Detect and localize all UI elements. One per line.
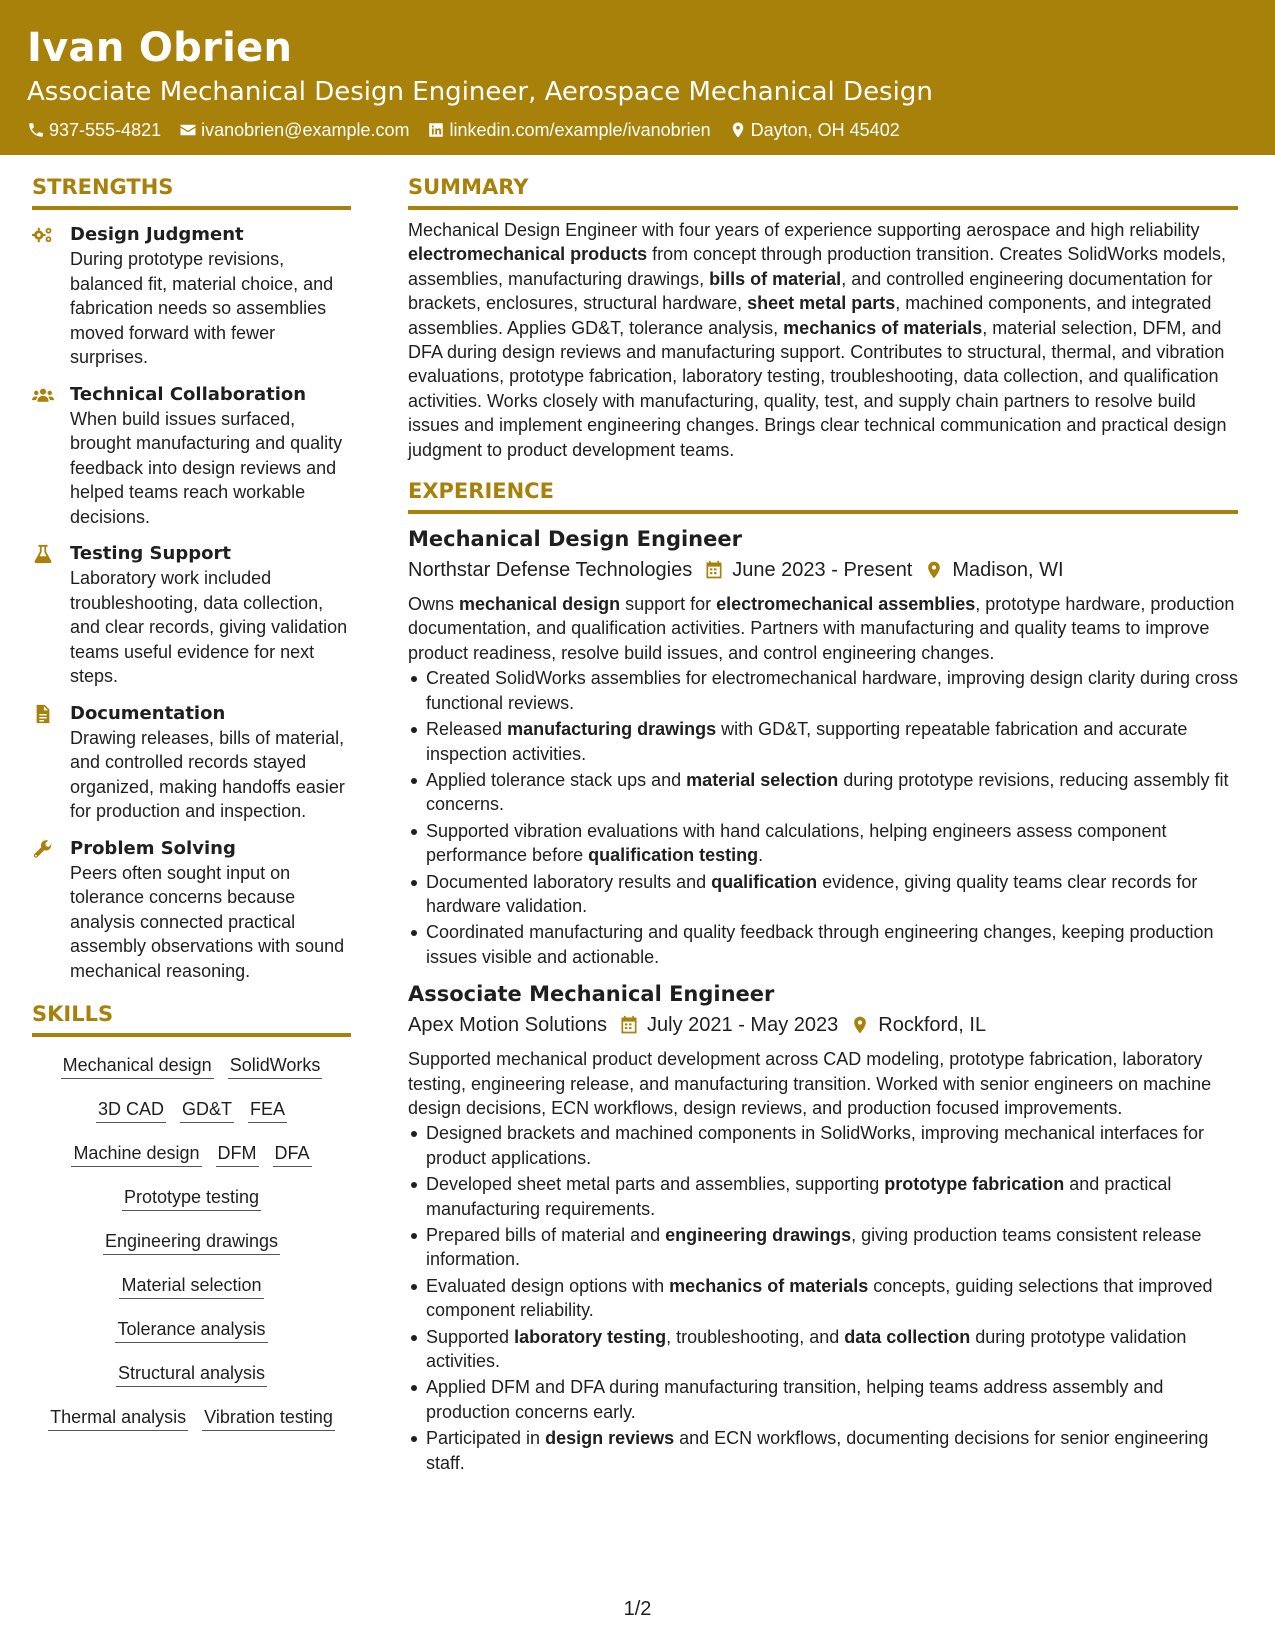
- strength-item: [32, 382, 351, 530]
- skill-tag: Machine design: [71, 1141, 201, 1167]
- strength-item: [32, 701, 351, 824]
- job-title: Associate Mechanical Engineer: [408, 982, 775, 1007]
- skill-tag: Engineering drawings: [103, 1229, 280, 1255]
- bold-keyword: mechanics of materials: [669, 1275, 869, 1296]
- map-pin-icon: [924, 560, 944, 580]
- candidate-name: Ivan Obrien: [27, 25, 293, 71]
- phone-text: 937-555-4821: [49, 120, 162, 140]
- gears-icon: [32, 225, 54, 245]
- bold-keyword: electromechanical products: [408, 244, 648, 265]
- contact-location: [729, 118, 900, 142]
- job-bullets: [408, 1121, 1238, 1475]
- bold-keyword: manufacturing drawings: [507, 719, 717, 740]
- contact-email[interactable]: [179, 118, 409, 142]
- company-name: Northstar Defense Technologies: [408, 559, 693, 582]
- skill-row: [32, 1229, 351, 1255]
- strength-title: Documentation: [70, 702, 226, 724]
- list-item: Developed sheet metal parts and assemblies, supporting prototype fabrication and practical manufacturing requirements.: [408, 1172, 1238, 1221]
- bold-keyword: laboratory testing: [514, 1326, 667, 1347]
- job-dates: July 2021 - May 2023: [647, 1014, 839, 1037]
- linkedin-icon: [427, 121, 445, 139]
- bold-keyword: qualification: [711, 871, 818, 892]
- strength-title: Testing Support: [70, 543, 231, 564]
- bold-keyword: sheet metal parts: [747, 293, 896, 314]
- strength-item: [32, 541, 351, 689]
- skill-tag: DFA: [273, 1141, 312, 1167]
- map-pin-icon: [850, 1015, 870, 1035]
- bold-keyword: design reviews: [545, 1428, 675, 1449]
- location-text: Dayton, OH 45402: [750, 120, 900, 140]
- skill-row: [32, 1273, 351, 1299]
- contact-bar: [27, 118, 1275, 142]
- summary-text: Mechanical Design Engineer with four years of experience supporting aerospace and high reliability electromechanical products from concept through production transition. Creates SolidWorks models, assemblies, manufacturing drawings, bills of material, and controlled engineering documentation for brackets, enclosures, structural hardware, sheet metal parts, machined components, and integrated assemblies. Applies GD&T, tolerance analysis, mechanics of materials, material selection, DFM, and DFA during design reviews and manufacturing support. Contributes to structural, thermal, and vibration evaluations, prototype fabrication, laboratory testing, troubleshooting, data collection, and qualification activities. Works closely with manufacturing, quality, test, and supply chain partners to resolve build issues and implement engineering changes. Brings clear technical communication and practical design judgment to product development teams.: [408, 220, 1227, 460]
- strength-desc: When build issues surfaced, brought manufacturing and quality feedback into design reviews and helped teams reach workable decisions.: [70, 408, 343, 527]
- list-item: Participated in design reviews and ECN workflows, documenting decisions for senior engineering staff.: [408, 1426, 1238, 1475]
- list-item: Released manufacturing drawings with GD&T, supporting repeatable fabrication and accurate inspection activities.: [408, 717, 1238, 766]
- summary-heading: SUMMARY: [408, 172, 1238, 210]
- skills-list: [32, 1053, 351, 1449]
- list-item: Documented laboratory results and qualification evidence, giving quality teams clear records for hardware validation.: [408, 870, 1238, 919]
- phone-icon: [27, 121, 45, 139]
- job-list: [408, 524, 1238, 1475]
- job-description: Owns mechanical design support for electromechanical assemblies, prototype hardware, production documentation, and qualification activities. Partners with manufacturing and quality teams to improve product readiness, resolve build issues, and control engineering changes.: [408, 594, 1235, 663]
- bold-keyword: qualification testing: [588, 845, 759, 866]
- skill-row: [32, 1097, 351, 1123]
- strength-title: Technical Collaboration: [70, 383, 307, 405]
- calendar-icon: [704, 560, 724, 580]
- skill-row: [32, 1361, 351, 1387]
- strength-desc: Peers often sought input on tolerance concerns because analysis connected practical assembly observations with sound mechanical reasoning.: [70, 862, 345, 981]
- job-location: Rockford, IL: [878, 1014, 987, 1037]
- list-item: Supported laboratory testing, troubleshooting, and data collection during prototype validation activities.: [408, 1325, 1238, 1374]
- list-item: Applied tolerance stack ups and material selection during prototype revisions, reducing assembly fit concerns.: [408, 768, 1238, 817]
- strength-desc: During prototype revisions, balanced fit, material choice, and fabrication needs so assemblies moved forward with fewer surprises.: [70, 249, 334, 367]
- flask-icon: [32, 544, 54, 564]
- bold-keyword: engineering drawings: [665, 1225, 852, 1245]
- strengths-list: [32, 222, 351, 983]
- candidate-title: Associate Mechanical Design Engineer, Aerospace Mechanical Design: [27, 77, 933, 107]
- contact-phone[interactable]: [27, 118, 161, 142]
- skill-tag: Prototype testing: [122, 1185, 261, 1211]
- skill-row: [32, 1317, 351, 1343]
- list-item: Evaluated design options with mechanics of materials concepts, guiding selections that improved component reliability.: [408, 1274, 1238, 1323]
- contact-linkedin[interactable]: [427, 118, 710, 142]
- bold-keyword: mechanics of materials: [783, 317, 983, 338]
- list-item: Prepared bills of material and engineering drawings, giving production teams consistent release information.: [408, 1223, 1238, 1272]
- list-item: Applied DFM and DFA during manufacturing transition, helping teams address assembly and production concerns early.: [408, 1375, 1238, 1424]
- skill-tag: Material selection: [119, 1273, 263, 1299]
- job-description: Supported mechanical product development across CAD modeling, prototype fabrication, laboratory testing, engineering release, and manufacturing transition. Worked with senior engineers on machine design decisions, ECN workflows, design reviews, and production focused improvements.: [408, 1049, 1212, 1118]
- left-column: [32, 172, 351, 1449]
- linkedin-text: linkedin.com/example/ivanobrien: [449, 120, 711, 140]
- list-item: Supported vibration evaluations with hand calculations, helping engineers assess component performance before qualification testing.: [408, 819, 1238, 868]
- skill-row: [32, 1185, 351, 1211]
- bold-keyword: data collection: [844, 1326, 971, 1347]
- users-icon: [32, 385, 54, 405]
- resume-header: [0, 0, 1275, 155]
- skill-tag: FEA: [248, 1097, 287, 1123]
- list-item: Coordinated manufacturing and quality feedback through engineering changes, keeping production issues visible and actionable.: [408, 920, 1238, 969]
- mail-icon: [179, 121, 197, 139]
- bold-keyword: material selection: [686, 769, 839, 790]
- calendar-icon: [619, 1015, 639, 1035]
- skill-tag: Thermal analysis: [48, 1405, 188, 1431]
- bold-keyword: prototype fabrication: [884, 1174, 1065, 1195]
- skill-tag: SolidWorks: [228, 1053, 323, 1079]
- right-column: [408, 172, 1238, 1477]
- skill-tag: Mechanical design: [61, 1053, 214, 1079]
- skill-tag: Tolerance analysis: [115, 1317, 267, 1343]
- job-entry: [408, 524, 1238, 969]
- strength-item: [32, 836, 351, 984]
- job-bullets: [408, 666, 1238, 969]
- skill-tag: 3D CAD: [96, 1097, 166, 1123]
- wrench-icon: [32, 839, 54, 859]
- strength-title: Problem Solving: [70, 837, 236, 859]
- skill-tag: Structural analysis: [116, 1361, 267, 1387]
- strength-desc: Drawing releases, bills of material, and controlled records stayed organized, making handoffs easier for production and inspection.: [70, 727, 345, 821]
- experience-heading: EXPERIENCE: [408, 476, 1238, 514]
- job-dates: June 2023 - Present: [732, 559, 913, 582]
- skills-heading: SKILLS: [32, 999, 351, 1037]
- job-meta: [408, 1011, 1238, 1039]
- map-pin-icon: [729, 121, 747, 139]
- list-item: Designed brackets and machined components in SolidWorks, improving mechanical interfaces for product applications.: [408, 1121, 1238, 1170]
- job-location: Madison, WI: [952, 559, 1064, 582]
- strength-title: Design Judgment: [70, 224, 244, 245]
- skill-row: [32, 1405, 351, 1431]
- email-text: ivanobrien@example.com: [201, 120, 410, 140]
- list-item: Created SolidWorks assemblies for electromechanical hardware, improving design clarity during cross functional reviews.: [408, 666, 1238, 715]
- strength-desc: Laboratory work included troubleshooting, data collection, and clear records, giving validation teams useful evidence for next steps.: [70, 568, 348, 686]
- bold-keyword: bills of material: [709, 268, 842, 289]
- skill-tag: GD&T: [180, 1097, 234, 1123]
- bold-keyword: mechanical design: [459, 594, 621, 615]
- job-meta: [408, 556, 1238, 584]
- company-name: Apex Motion Solutions: [408, 1014, 608, 1037]
- skill-tag: Vibration testing: [202, 1405, 335, 1431]
- strength-item: [32, 222, 351, 370]
- job-title: Mechanical Design Engineer: [408, 527, 742, 552]
- skill-tag: DFM: [216, 1141, 259, 1167]
- bold-keyword: electromechanical assemblies: [716, 594, 976, 615]
- skill-row: [32, 1053, 351, 1079]
- strengths-heading: STRENGTHS: [32, 172, 351, 210]
- skill-row: [32, 1141, 351, 1167]
- page-number: 1/2: [623, 1598, 652, 1620]
- document-icon: [32, 704, 54, 724]
- job-entry: [408, 979, 1238, 1475]
